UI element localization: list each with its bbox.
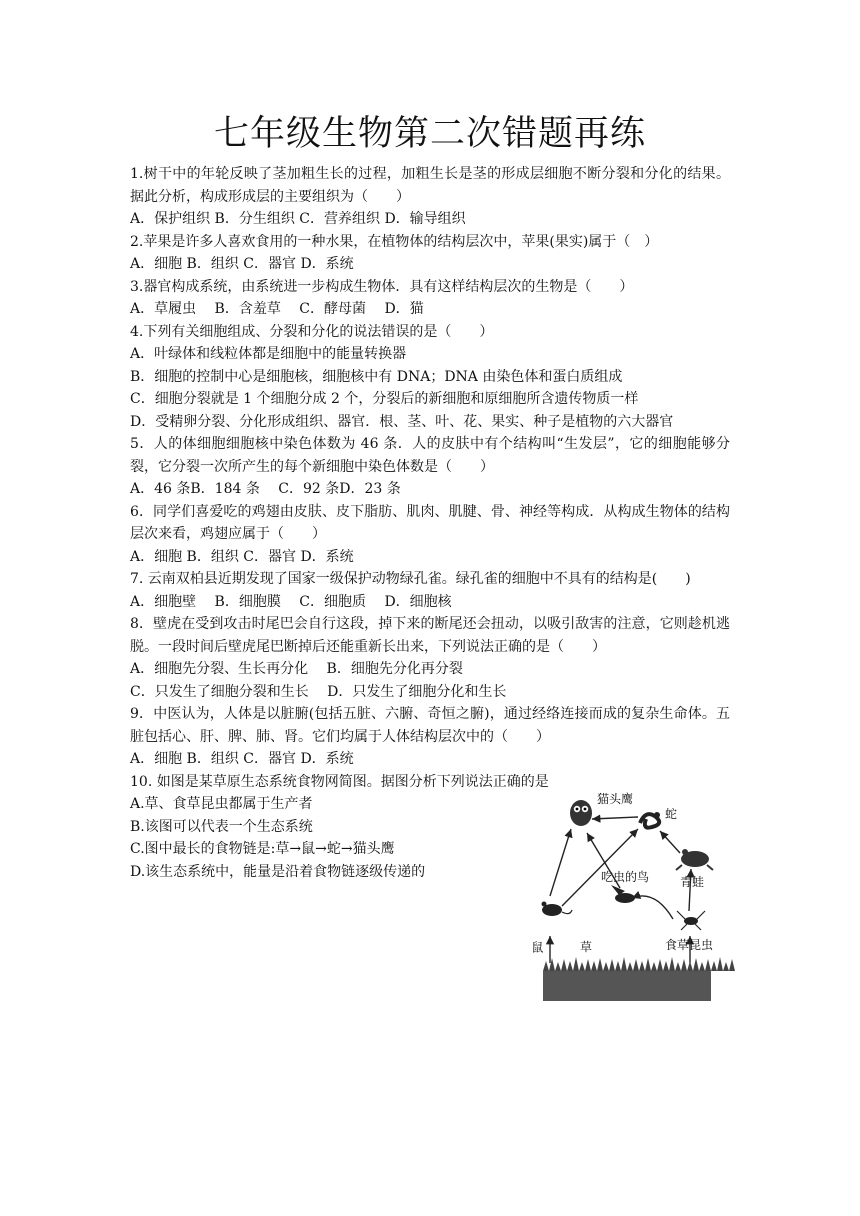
food-web-diagram (530, 791, 735, 1006)
question-10-stem: 10. 如图是某草原生态系统食物网简图。据图分析下列说法正确的是 (130, 773, 549, 790)
owl-label: 猫头鹰 (597, 791, 634, 806)
question-5-stem: 5．人的体细胞细胞核中染色体数为 46 条．人的皮肤中有个结构叫“生发层”，它的细胞能够分裂，它分裂一次所产生的每个新细胞中染色体数是（ ） (130, 436, 730, 475)
mouse-label: 鼠 (530, 940, 544, 953)
page-title: 七年级生物第二次错题再练 (213, 114, 646, 154)
question-4-option-c: C．细胞分裂就是 1 个细胞分成 2 个，分裂后的新细胞和原细胞所含遗传物质一样 (130, 391, 639, 407)
question-10 (130, 771, 730, 954)
question-9-stem: 9．中医认为，人体是以脏腑(包括五脏、六腑、奇恒之腑)，通过经络连接而成的复杂生命体。五脏包括心、肝、脾、肺、肾。它们均属于人体结构层次中的（ ） (130, 706, 730, 745)
question-4-option-b: B．细胞的控制中心是细胞核，细胞核中有 DNA；DNA 由染色体和蛋白质组成 (130, 368, 623, 385)
question-3-options: A．草履虫 B．含羞草 C．酵母菌 D．猫 (130, 301, 424, 317)
question-10-option-b: B.该图可以代表一个生态系统 (130, 818, 313, 835)
bird-icon (611, 885, 640, 903)
question-3-stem: 3.器官构成系统，由系统进一步构成生物体．具有这样结构层次的生物是（ ） (130, 278, 634, 295)
question-8-options-ab: A．细胞先分裂、生长再分化 B．细胞先分化再分裂 (130, 661, 463, 677)
insect-label: 食草昆虫 (665, 937, 714, 952)
question-2-stem: 2.苹果是许多人喜欢食用的一种水果，在植物体的结构层次中，苹果(果实)属于（ ） (130, 233, 659, 250)
question-5-options: A．46 条B．184 条 C．92 条D．23 条 (130, 481, 401, 497)
grass-label: 草 (580, 939, 593, 954)
question-1-stem: 1.树干中的年轮反映了茎加粗生长的过程，加粗生长是茎的形成层细胞不断分裂和分化的结果。据此分析，构成形成层的主要组织为（ ） (130, 166, 730, 205)
question-1-options: A．保护组织 B．分生组织 C．营养组织 D．输导组织 (130, 211, 466, 227)
mouse-icon (542, 901, 573, 916)
frog-icon (676, 849, 713, 870)
question-list (130, 163, 730, 954)
question-6-stem: 6．同学们喜爱吃的鸡翅由皮肤、皮下脂肪、肌肉、肌腱、骨、神经等构成．从构成生物体的结构层次来看，鸡翅应属于（ ） (130, 503, 730, 542)
question-7-options: A．细胞壁 B．细胞膜 C．细胞质 D．细胞核 (130, 593, 452, 610)
question-10-option-c: C.图中最长的食物链是:草→鼠→蛇→猫头鹰 (130, 841, 395, 857)
question-4-option-a: A．叶绿体和线粒体都是细胞中的能量转换器 (130, 346, 407, 362)
question-8-options-cd: C．只发生了细胞分裂和生长 D．只发生了细胞分化和生长 (130, 683, 507, 700)
question-4-stem: 4.下列有关细胞组成、分裂和分化的说法错误的是（ ） (130, 323, 494, 340)
bird-label: 吃虫的鸟 (601, 869, 650, 884)
insect-icon (677, 911, 705, 930)
question-10-option-d: D.该生态系统中，能量是沿着食物链逐级传递的 (130, 863, 426, 880)
question-2-options: A．细胞 B．组织 C．器官 D．系统 (130, 256, 354, 272)
question-4-option-d: D．受精卵分裂、分化形成组织、器官．根、茎、叶、花、果实、种子是植物的六大器官 (130, 413, 674, 430)
question-10-option-a: A.草、食草昆虫都属于生产者 (130, 796, 313, 812)
question-6-options: A．细胞 B．组织 C．器官 D．系统 (130, 548, 354, 565)
frog-label: 青蛙 (680, 874, 705, 889)
owl-icon (570, 800, 592, 826)
grass-icon (543, 957, 735, 1001)
question-8-stem: 8．壁虎在受到攻击时尾巴会自行这段，掉下来的断尾还会扭动，以吸引敌害的注意，它则趁机逃脱。一段时间后壁虎尾巴断掉后还能重新长出来，下列说法正确的是（ ） (130, 616, 730, 655)
snake-label: 蛇 (665, 806, 678, 821)
snake-icon (640, 812, 660, 828)
question-9-options: A．细胞 B．组织 C．器官 D．系统 (130, 751, 354, 767)
question-7-stem: 7. 云南双柏县近期发现了国家一级保护动物绿孔雀。绿孔雀的细胞中不具有的结构是( ) (130, 571, 691, 587)
